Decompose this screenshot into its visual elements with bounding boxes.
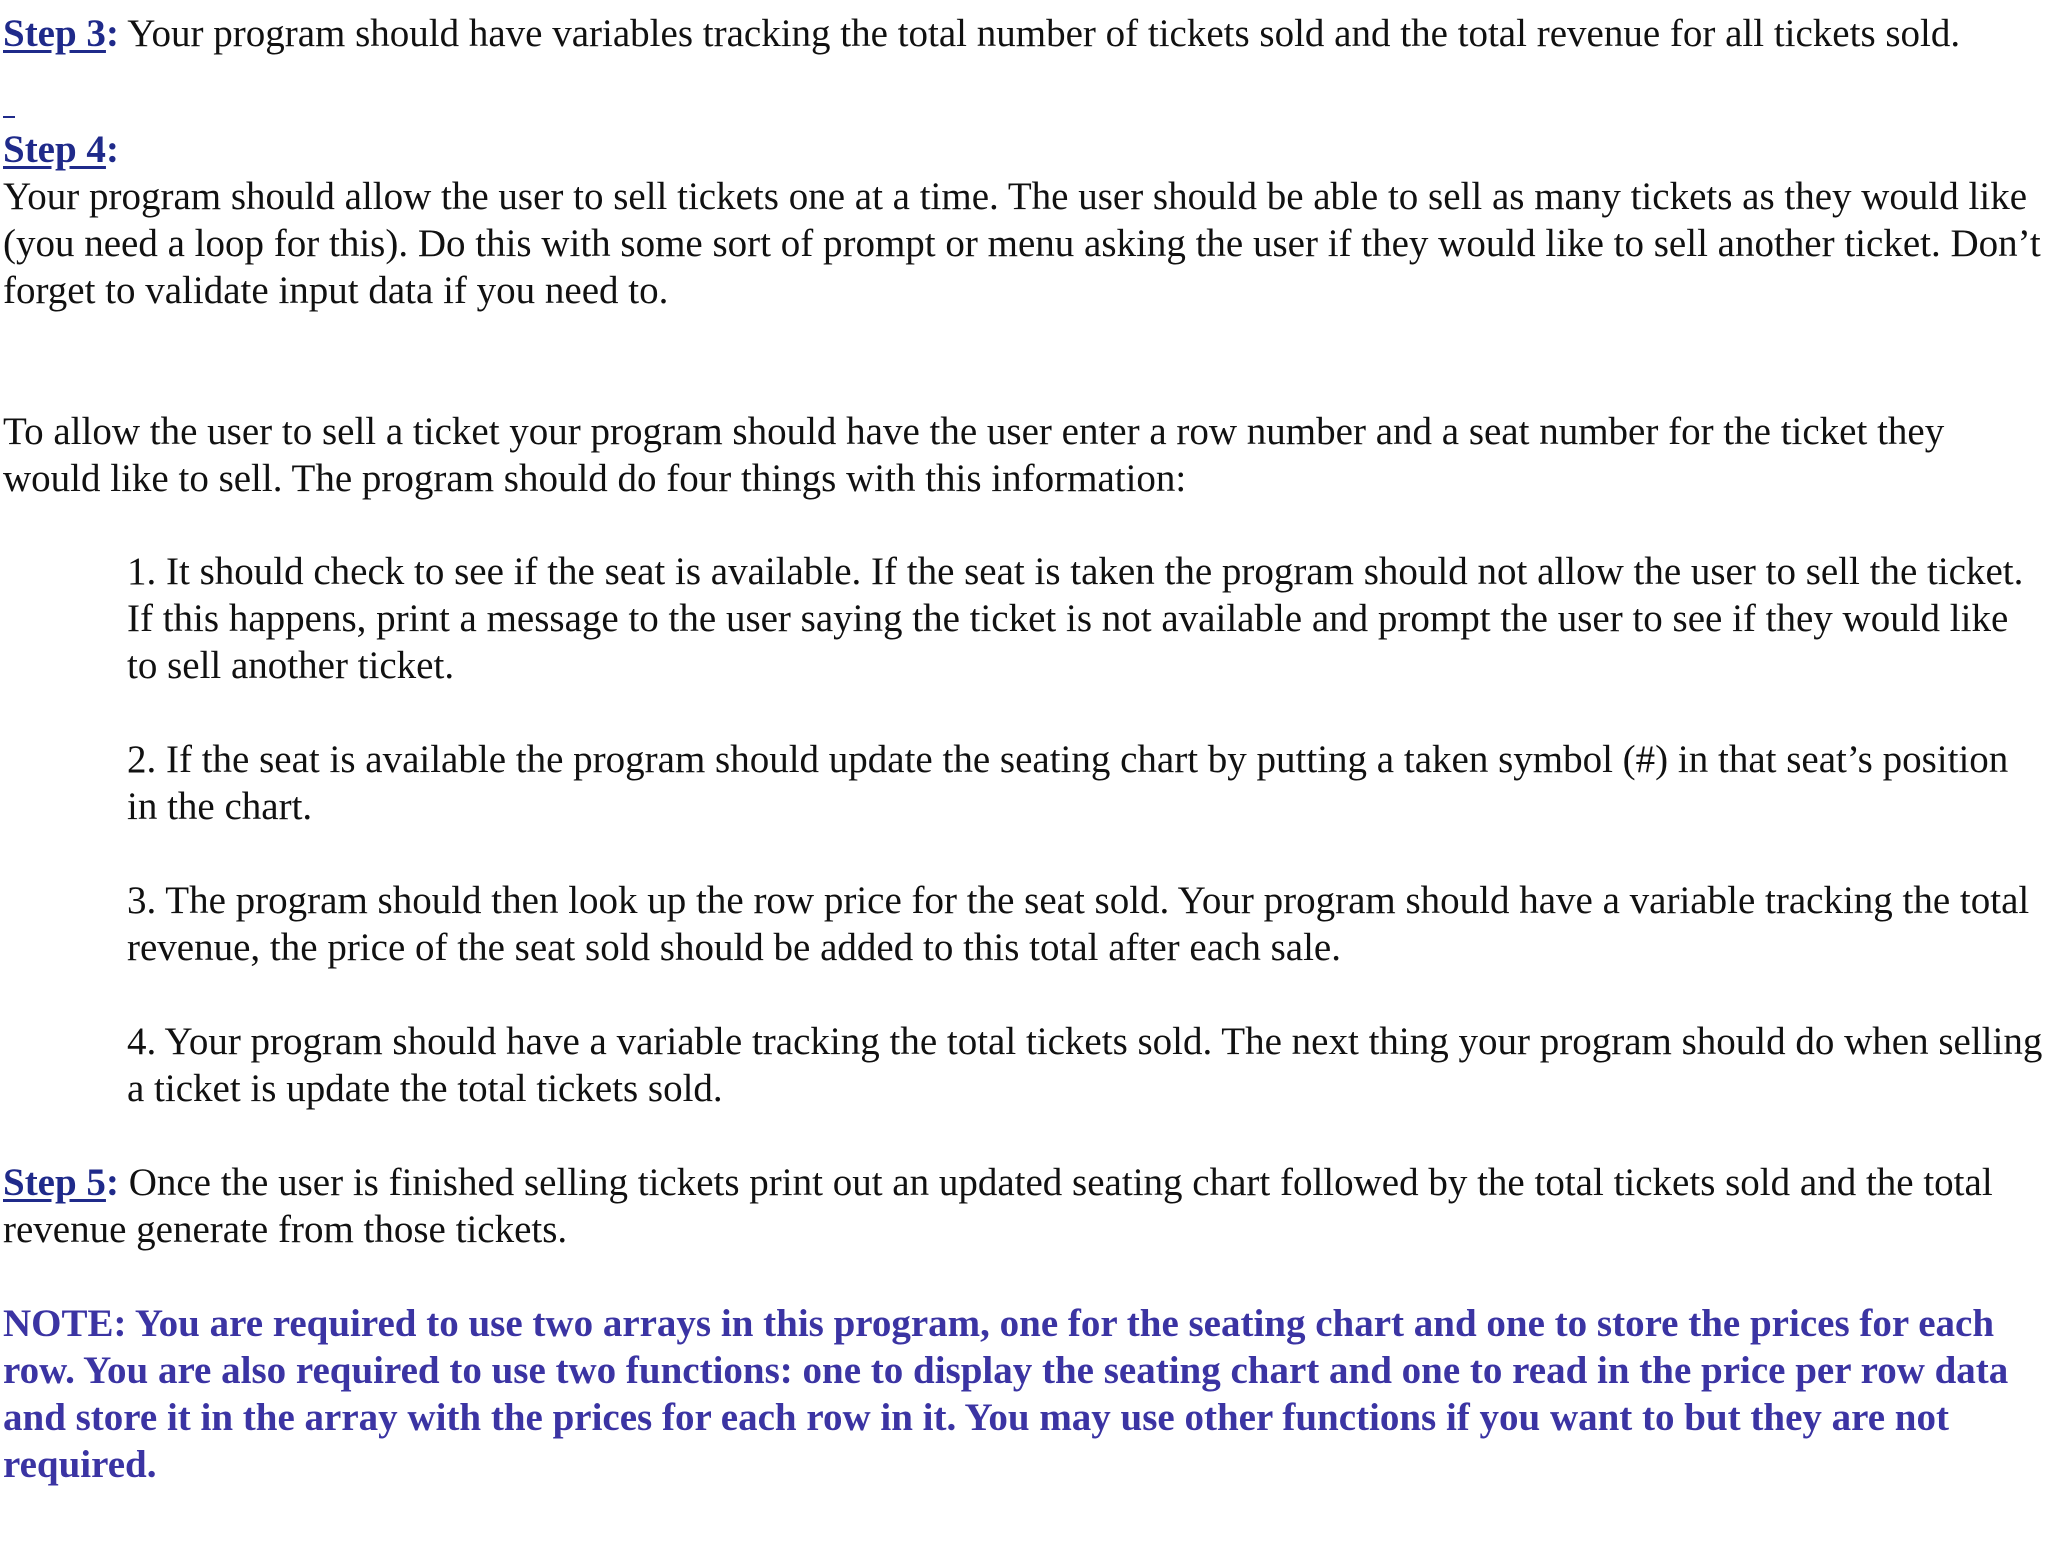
intro-paragraph: To allow the user to sell a ticket your program should have the user enter a row number and a seat number for the ticket they would like to sell. The program should do four things with this information: bbox=[3, 410, 1945, 500]
step4-label: Step 4 bbox=[3, 128, 106, 171]
step4-colon: : bbox=[105, 128, 119, 171]
step3-text: Your program should have variables tracking the total number of tickets sold and the total revenue for all tickets sold. bbox=[118, 12, 1961, 55]
list-item: 2. If the seat is available the program should update the seating chart by putting a taken symbol (#) in that seat’s position in the chart. bbox=[127, 738, 2009, 828]
step5-label: Step 5 bbox=[3, 1161, 106, 1204]
list-item: 4. Your program should have a variable tracking the total tickets sold. The next thing your program should do when selling a ticket is update the total tickets sold. bbox=[127, 1020, 2043, 1110]
stray-underline-mark bbox=[3, 116, 15, 118]
step5-paragraph bbox=[3, 1159, 2043, 1253]
list-item: 1. It should check to see if the seat is available. If the seat is taken the program should not allow the user to sell the ticket. If this happens, print a message to the user saying the ticket is not available and prompt the user to see if they would like to sell another ticket. bbox=[127, 550, 2024, 687]
step3-paragraph bbox=[3, 10, 2043, 57]
step3-colon: : bbox=[105, 12, 119, 55]
assignment-document bbox=[3, 10, 2043, 1488]
note-paragraph: NOTE: You are required to use two arrays in this program, one for the seating chart and one to store the prices for each row. You are also required to use two functions: one to display the seating chart and one to read in the price per row data and store it in the array with the prices for each row in it. You may use other functions if you want to but they are not required. bbox=[3, 1302, 2009, 1486]
step4-heading bbox=[3, 126, 2043, 173]
list-item: 3. The program should then look up the row price for the seat sold. Your program should have a variable tracking the total revenue, the price of the seat sold should be added to this total after each sale. bbox=[127, 879, 2030, 969]
step5-colon: : bbox=[105, 1161, 119, 1204]
step4-text: Your program should allow the user to sell tickets one at a time. The user should be able to sell as many tickets as they would like (you need a loop for this). Do this with some sort of prompt or menu asking the user if they would like to sell another ticket. Don’t forget to validate input data if you need to. bbox=[3, 175, 2041, 312]
step3-label: Step 3 bbox=[3, 12, 106, 55]
step5-text: Once the user is finished selling tickets print out an updated seating chart followed by the total tickets sold and the total revenue generate from those tickets. bbox=[3, 1161, 1993, 1251]
requirements-list bbox=[3, 548, 2046, 1112]
